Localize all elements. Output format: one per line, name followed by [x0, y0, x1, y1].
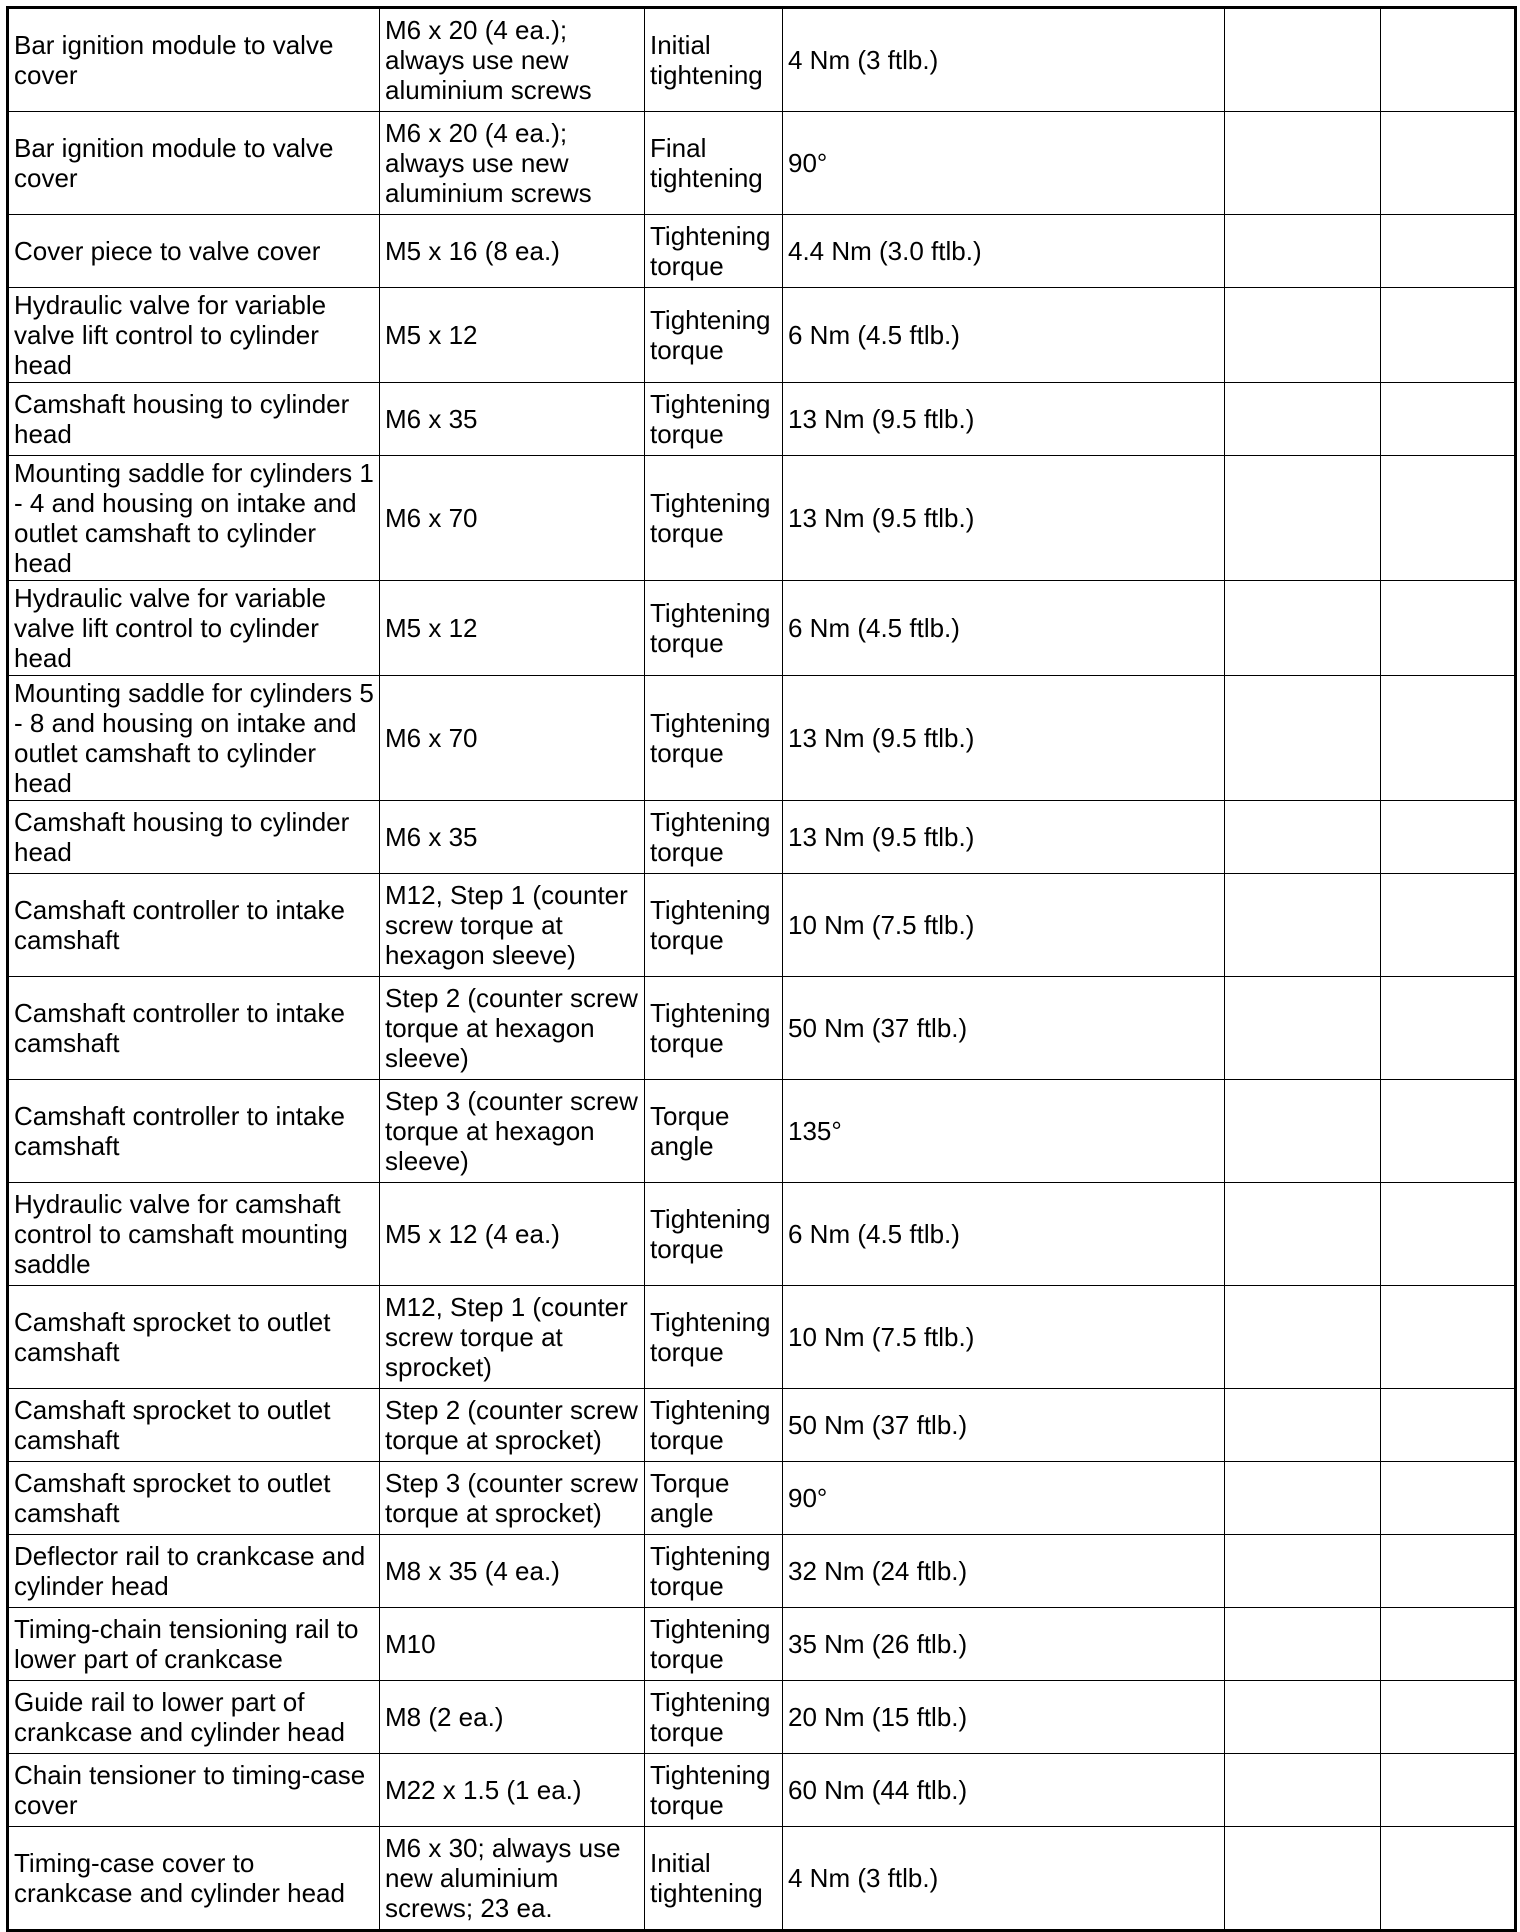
fastener-size-cell: Step 3 (counter screw torque at sprocket) — [380, 1462, 645, 1535]
table-row — [8, 874, 1516, 977]
blank-cell — [1381, 1286, 1516, 1389]
torque-value-cell: 13 Nm (9.5 ftlb.) — [783, 676, 1225, 801]
fastener-size-cell: M8 (2 ea.) — [380, 1681, 645, 1754]
tightening-type-cell: Tightening torque — [645, 1535, 783, 1608]
table-row — [8, 1827, 1516, 1931]
fastener-size-cell: M8 x 35 (4 ea.) — [380, 1535, 645, 1608]
table-row — [8, 383, 1516, 456]
component-cell: Bar ignition module to valve cover — [8, 112, 380, 215]
blank-cell — [1225, 112, 1381, 215]
component-cell: Camshaft housing to cylinder head — [8, 383, 380, 456]
fastener-size-cell: M6 x 35 — [380, 383, 645, 456]
tightening-type-cell: Final tightening — [645, 112, 783, 215]
blank-cell — [1225, 1080, 1381, 1183]
component-cell: Hydraulic valve for variable valve lift control to cylinder head — [8, 288, 380, 383]
blank-cell — [1381, 8, 1516, 112]
blank-cell — [1381, 581, 1516, 676]
component-cell: Guide rail to lower part of crankcase and cylinder head — [8, 1681, 380, 1754]
fastener-size-cell: M10 — [380, 1608, 645, 1681]
fastener-size-cell: M6 x 70 — [380, 676, 645, 801]
component-cell: Hydraulic valve for variable valve lift control to cylinder head — [8, 581, 380, 676]
torque-value-cell: 135° — [783, 1080, 1225, 1183]
component-cell: Mounting saddle for cylinders 5 - 8 and housing on intake and outlet camshaft to cylinder head — [8, 676, 380, 801]
blank-cell — [1225, 977, 1381, 1080]
component-cell: Camshaft sprocket to outlet camshaft — [8, 1286, 380, 1389]
fastener-size-cell: M6 x 20 (4 ea.); always use new aluminium screws — [380, 112, 645, 215]
torque-value-cell: 6 Nm (4.5 ftlb.) — [783, 581, 1225, 676]
blank-cell — [1225, 288, 1381, 383]
blank-cell — [1225, 1681, 1381, 1754]
component-cell: Chain tensioner to timing-case cover — [8, 1754, 380, 1827]
blank-cell — [1225, 1183, 1381, 1286]
blank-cell — [1381, 1183, 1516, 1286]
table-row — [8, 1183, 1516, 1286]
torque-value-cell: 4 Nm (3 ftlb.) — [783, 1827, 1225, 1931]
blank-cell — [1225, 1608, 1381, 1681]
torque-value-cell: 6 Nm (4.5 ftlb.) — [783, 1183, 1225, 1286]
component-cell: Hydraulic valve for camshaft control to camshaft mounting saddle — [8, 1183, 380, 1286]
torque-value-cell: 10 Nm (7.5 ftlb.) — [783, 1286, 1225, 1389]
tightening-type-cell: Tightening torque — [645, 801, 783, 874]
torque-value-cell: 6 Nm (4.5 ftlb.) — [783, 288, 1225, 383]
blank-cell — [1381, 112, 1516, 215]
blank-cell — [1225, 1535, 1381, 1608]
torque-value-cell: 4 Nm (3 ftlb.) — [783, 8, 1225, 112]
component-cell: Timing-case cover to crankcase and cylinder head — [8, 1827, 380, 1931]
tightening-type-cell: Initial tightening — [645, 1827, 783, 1931]
tightening-type-cell: Tightening torque — [645, 456, 783, 581]
fastener-size-cell: M12, Step 1 (counter screw torque at hexagon sleeve) — [380, 874, 645, 977]
component-cell: Camshaft housing to cylinder head — [8, 801, 380, 874]
blank-cell — [1381, 874, 1516, 977]
table-row — [8, 1286, 1516, 1389]
component-cell: Camshaft controller to intake camshaft — [8, 977, 380, 1080]
component-cell: Camshaft controller to intake camshaft — [8, 1080, 380, 1183]
blank-cell — [1381, 1681, 1516, 1754]
blank-cell — [1381, 1754, 1516, 1827]
fastener-size-cell: Step 2 (counter screw torque at hexagon sleeve) — [380, 977, 645, 1080]
component-cell: Timing-chain tensioning rail to lower part of crankcase — [8, 1608, 380, 1681]
blank-cell — [1381, 288, 1516, 383]
blank-cell — [1381, 1608, 1516, 1681]
fastener-size-cell: M5 x 12 — [380, 581, 645, 676]
fastener-size-cell: M12, Step 1 (counter screw torque at sprocket) — [380, 1286, 645, 1389]
blank-cell — [1225, 1286, 1381, 1389]
component-cell: Camshaft sprocket to outlet camshaft — [8, 1389, 380, 1462]
tightening-type-cell: Tightening torque — [645, 215, 783, 288]
blank-cell — [1225, 383, 1381, 456]
fastener-size-cell: Step 2 (counter screw torque at sprocket) — [380, 1389, 645, 1462]
torque-value-cell: 13 Nm (9.5 ftlb.) — [783, 456, 1225, 581]
tightening-type-cell: Tightening torque — [645, 581, 783, 676]
blank-cell — [1381, 383, 1516, 456]
table-row — [8, 1681, 1516, 1754]
table-row — [8, 977, 1516, 1080]
tightening-type-cell: Tightening torque — [645, 383, 783, 456]
tightening-type-cell: Tightening torque — [645, 1286, 783, 1389]
table-row — [8, 1080, 1516, 1183]
tightening-type-cell: Tightening torque — [645, 977, 783, 1080]
blank-cell — [1381, 676, 1516, 801]
torque-value-cell: 60 Nm (44 ftlb.) — [783, 1754, 1225, 1827]
component-cell: Deflector rail to crankcase and cylinder head — [8, 1535, 380, 1608]
torque-value-cell: 13 Nm (9.5 ftlb.) — [783, 801, 1225, 874]
tightening-type-cell: Tightening torque — [645, 874, 783, 977]
fastener-size-cell: M6 x 20 (4 ea.); always use new aluminium screws — [380, 8, 645, 112]
tightening-type-cell: Tightening torque — [645, 1389, 783, 1462]
component-cell: Camshaft controller to intake camshaft — [8, 874, 380, 977]
blank-cell — [1225, 456, 1381, 581]
component-cell: Camshaft sprocket to outlet camshaft — [8, 1462, 380, 1535]
blank-cell — [1225, 1754, 1381, 1827]
blank-cell — [1381, 977, 1516, 1080]
blank-cell — [1225, 801, 1381, 874]
table-row — [8, 1754, 1516, 1827]
blank-cell — [1225, 1389, 1381, 1462]
tightening-type-cell: Tightening torque — [645, 288, 783, 383]
blank-cell — [1225, 215, 1381, 288]
tightening-type-cell: Tightening torque — [645, 676, 783, 801]
table-row — [8, 8, 1516, 112]
table-row — [8, 1389, 1516, 1462]
tightening-type-cell: Torque angle — [645, 1080, 783, 1183]
blank-cell — [1381, 1080, 1516, 1183]
tightening-type-cell: Initial tightening — [645, 8, 783, 112]
component-cell: Mounting saddle for cylinders 1 - 4 and housing on intake and outlet camshaft to cylinder head — [8, 456, 380, 581]
tightening-type-cell: Tightening torque — [645, 1681, 783, 1754]
table-row — [8, 112, 1516, 215]
table-row — [8, 1535, 1516, 1608]
blank-cell — [1381, 1389, 1516, 1462]
component-cell: Bar ignition module to valve cover — [8, 8, 380, 112]
tightening-type-cell: Tightening torque — [645, 1183, 783, 1286]
blank-cell — [1225, 874, 1381, 977]
torque-value-cell: 90° — [783, 1462, 1225, 1535]
torque-value-cell: 32 Nm (24 ftlb.) — [783, 1535, 1225, 1608]
blank-cell — [1381, 1462, 1516, 1535]
table-row — [8, 1608, 1516, 1681]
torque-value-cell: 4.4 Nm (3.0 ftlb.) — [783, 215, 1225, 288]
torque-value-cell: 90° — [783, 112, 1225, 215]
fastener-size-cell: M6 x 70 — [380, 456, 645, 581]
fastener-size-cell: Step 3 (counter screw torque at hexagon sleeve) — [380, 1080, 645, 1183]
blank-cell — [1381, 1535, 1516, 1608]
table-row — [8, 801, 1516, 874]
blank-cell — [1225, 1462, 1381, 1535]
component-cell: Cover piece to valve cover — [8, 215, 380, 288]
blank-cell — [1381, 215, 1516, 288]
tightening-type-cell: Tightening torque — [645, 1608, 783, 1681]
tightening-type-cell: Torque angle — [645, 1462, 783, 1535]
table-row — [8, 1462, 1516, 1535]
fastener-size-cell: M6 x 30; always use new aluminium screws; 23 ea. — [380, 1827, 645, 1931]
torque-spec-table — [6, 6, 1517, 1932]
tightening-type-cell: Tightening torque — [645, 1754, 783, 1827]
torque-value-cell: 35 Nm (26 ftlb.) — [783, 1608, 1225, 1681]
torque-value-cell: 10 Nm (7.5 ftlb.) — [783, 874, 1225, 977]
fastener-size-cell: M5 x 12 — [380, 288, 645, 383]
table-row — [8, 676, 1516, 801]
torque-value-cell: 20 Nm (15 ftlb.) — [783, 1681, 1225, 1754]
fastener-size-cell: M6 x 35 — [380, 801, 645, 874]
torque-value-cell: 50 Nm (37 ftlb.) — [783, 1389, 1225, 1462]
blank-cell — [1225, 8, 1381, 112]
table-row — [8, 215, 1516, 288]
fastener-size-cell: M5 x 12 (4 ea.) — [380, 1183, 645, 1286]
torque-value-cell: 13 Nm (9.5 ftlb.) — [783, 383, 1225, 456]
blank-cell — [1225, 676, 1381, 801]
torque-value-cell: 50 Nm (37 ftlb.) — [783, 977, 1225, 1080]
blank-cell — [1381, 456, 1516, 581]
blank-cell — [1225, 581, 1381, 676]
fastener-size-cell: M5 x 16 (8 ea.) — [380, 215, 645, 288]
blank-cell — [1381, 1827, 1516, 1931]
fastener-size-cell: M22 x 1.5 (1 ea.) — [380, 1754, 645, 1827]
table-row — [8, 456, 1516, 581]
table-row — [8, 288, 1516, 383]
table-row — [8, 581, 1516, 676]
blank-cell — [1225, 1827, 1381, 1931]
blank-cell — [1381, 801, 1516, 874]
